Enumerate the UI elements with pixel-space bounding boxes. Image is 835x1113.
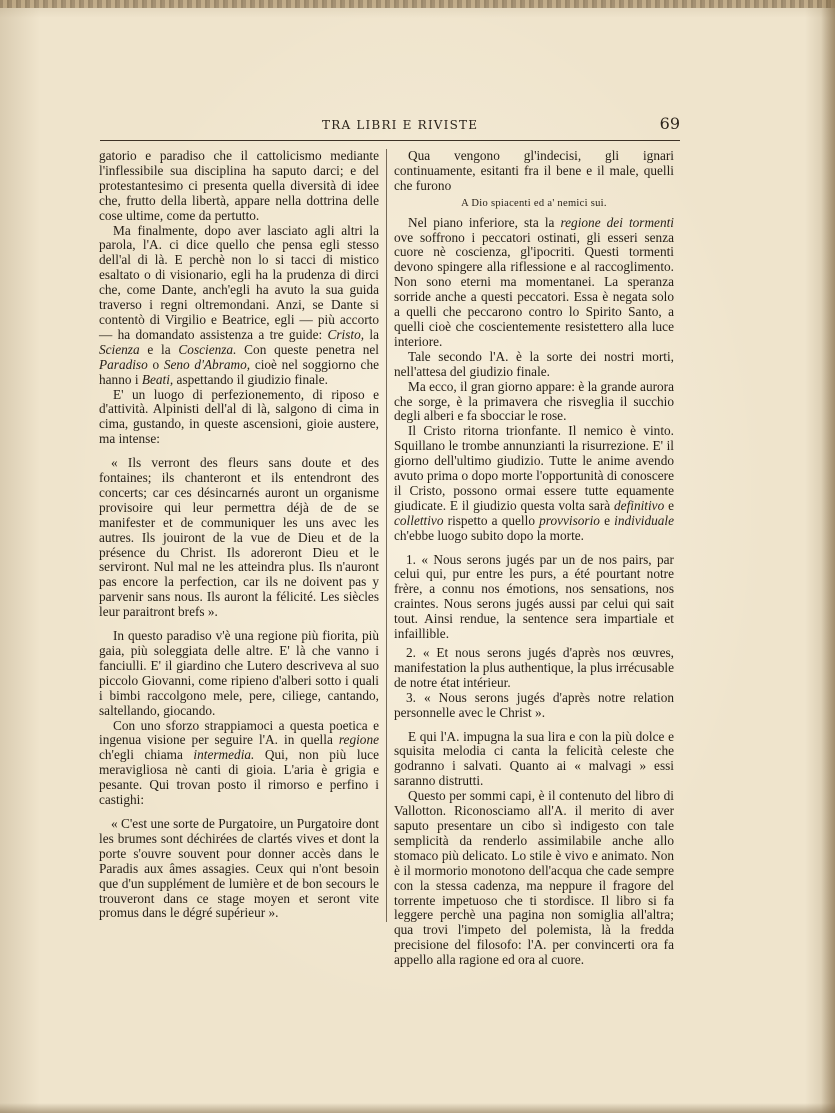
paragraph: Questo per sommi capi, è il contenuto del libro di Vallotton. Riconosciamo all'A. il merito di aver saputo presentare un cibo sì indigesto con tale semplicità da renderlo assimilabile anche allo stomaco più delicato. Lo stile è vivo e animato. Non è il mormorio monotono dell'acqua che cade sempre con la stessa cadenza, ma neppure il fragore del torrente impetuoso che ti stordisce. Il libro si fa leggere perchè una pagina non somiglia all'altra; qua trovi l'impeto del polemista, là la fredda precisione del filosofo: l'A. per convincerti ora fa appello alla ragione ed ora al cuore.: [394, 788, 674, 968]
numbered-quote: 3. « Nous serons jugés d'après notre relation personnelle avec le Christ ».: [394, 689, 674, 720]
page-top-edge: [0, 0, 835, 8]
paragraph: Tale secondo l'A. è la sorte dei nostri morti, nell'attesa del giudizio finale.: [394, 348, 674, 379]
numbered-quote: 1. « Nous serons jugés par un de nos pairs, par celui qui, pur entre les purs, a été pourtant notre frère, a connu nos émotions, nos sensations, nos craintes. Nous serons jugés aussi par celui qui sait tout. Ainsi rendue, la sentence sera impartiale et infaillible.: [394, 551, 674, 642]
paragraph: Ma ecco, il gran giorno appare: è la grande aurora che sorge, è la primavera che risveglia il succhio degli alberi e fa sbocciar le rose.: [394, 378, 674, 424]
paragraph: gatorio e paradiso che il cattolicismo mediante l'inflessibile sua disciplina ha saputo darci; e del protestantesimo ci presenta quella diversità di idee che, frutto della libertà, appare nella dottrina delle cose ultime, come da pertutto.: [99, 148, 379, 223]
paragraph: Ma finalmente, dopo aver lasciato agli altri la parola, l'A. ci dice quello che pensa egli stesso dell'al di là. E perchè non lo si tacci di mistico esaltato o di visionario, egli ha la prudenza di dirci che, come Dante, anch'egli ha avuto la sua guida traverso i regni oltremondani. Anzi, se Dante si contentò di Virgilio e Beatrice, egli — più accorto — ha domandato assistenza a tre guide: Cristo, la Scienza e la Coscienza. Con queste penetra nel Paradiso o Seno d'Abramo, cioè nel soggiorno che hanno i Beati, aspettando il giudizio finale.: [99, 222, 380, 387]
page-right-edge: [821, 0, 835, 1113]
header-rule: [100, 140, 680, 141]
paragraph: Nel piano inferiore, sta la regione dei tormenti ove soffrono i peccatori ostinati, gli esseri senza cuore nè coscienza, gl'ipocriti. Questi tormenti devono spingere alla riflessione e al raccoglimento. Non sono eterni ma momentanei. La speranza sorride anche a questi peccatori. Essa è negata solo a quelli che peccarono contro lo Spirito Santo, a quelli cioè che coscientemente resistettero alla luce interiore.: [394, 214, 675, 349]
paragraph: E qui l'A. impugna la sua lira e con la più dolce e squisita melodia ci canta la felicità celeste che godranno i salvati. Quanto ai « malvagi » essi saranno distrutti.: [394, 728, 674, 789]
block-quote: « Ils verront des fleurs sans doute et des fontaines; ils chanteront et ils entendront des concerts; car ces désincarnés auront un organisme provisoire qui leur permettra déjà de de se manifester et de communiquer les uns avec les autres. Ils jouiront de la vue de Dieu et de la présence du Christ. Ils adoreront Dieu et le serviront. Nul mal ne les atteindra plus. Ils n'auront pas encore la perfection, car ils ne doivent pas y parvenir sans nous. Ils auront la félicité. Les siècles leur paraitront brefs ».: [99, 455, 379, 620]
block-quote: « C'est une sorte de Purgatoire, un Purgatoire dont les brumes sont déchirées de clartés vives et dont la porte s'ouvre souvent pour donner accès dans le Paradis aux âmes assagies. Ceux qui n'ont besoin que d'un supplément de lumière et de bon secours le trouveront dans ce stage moyen et seront vite promus dans le dégré supérieur ».: [99, 815, 379, 921]
running-head: [100, 114, 680, 136]
paragraph: Qua vengono gl'indecisi, gli ignari continuamente, esitanti fra il bene e il male, quelli che furono: [394, 148, 674, 193]
paragraph: In questo paradiso v'è una regione più fiorita, più gaia, più soleggiata delle altre. E' là che vanno i fanciulli. E' il giardino che Lutero descriveva al suo piccolo Giovanni, come ripieno d'alberi sotto i quali i bimbi raccolgono mele, pere, ciliege, cantando, saltellando, giocando.: [99, 628, 379, 718]
right-column: [394, 149, 674, 968]
paragraph: Con uno sforzo strappiamoci a questa poetica e ingenua visione per seguire l'A. in quella regione ch'egli chiama intermedia. Qui, non più luce meravigliosa nè canti di gioia. L'aria è grigia e pesante. Qui trovan posto il rimorso e perfino i castighi:: [99, 717, 379, 808]
running-title: TRA LIBRI E RIVISTE: [322, 118, 479, 132]
column-divider: [386, 149, 387, 922]
numbered-quote: 2. « Et nous serons jugés d'après nos œuvres, manifestation la plus authentique, la plus irrécusable de notre état intérieur.: [394, 645, 674, 690]
page-number: 69: [659, 114, 680, 133]
page-bottom-edge: [0, 1103, 835, 1113]
paragraph: Il Cristo ritorna trionfante. Il nemico è vinto. Squillano le trombe annunzianti la risurrezione. E' il giorno dell'ultimo giudizio. Tutte le anime avendo avuto prima o dopo morte l'opportunità di conoscere il Cristo, possono ormai essere tutte equamente giudicate. E il giudizio questa volta sarà definitivo e collettivo rispetto a quello provvisorio e individuale ch'ebbe luogo subito dopo la morte.: [394, 423, 674, 543]
left-column: [99, 149, 379, 921]
paragraph: E' un luogo di perfezionemento, di riposo e d'attività. Alpinisti dell'al di là, salgono di cima in cima, gustando, in queste ascensioni, gioie austere, ma intense:: [99, 386, 379, 447]
epigraph: A Dio spiacenti ed a' nemici sui.: [461, 197, 607, 209]
